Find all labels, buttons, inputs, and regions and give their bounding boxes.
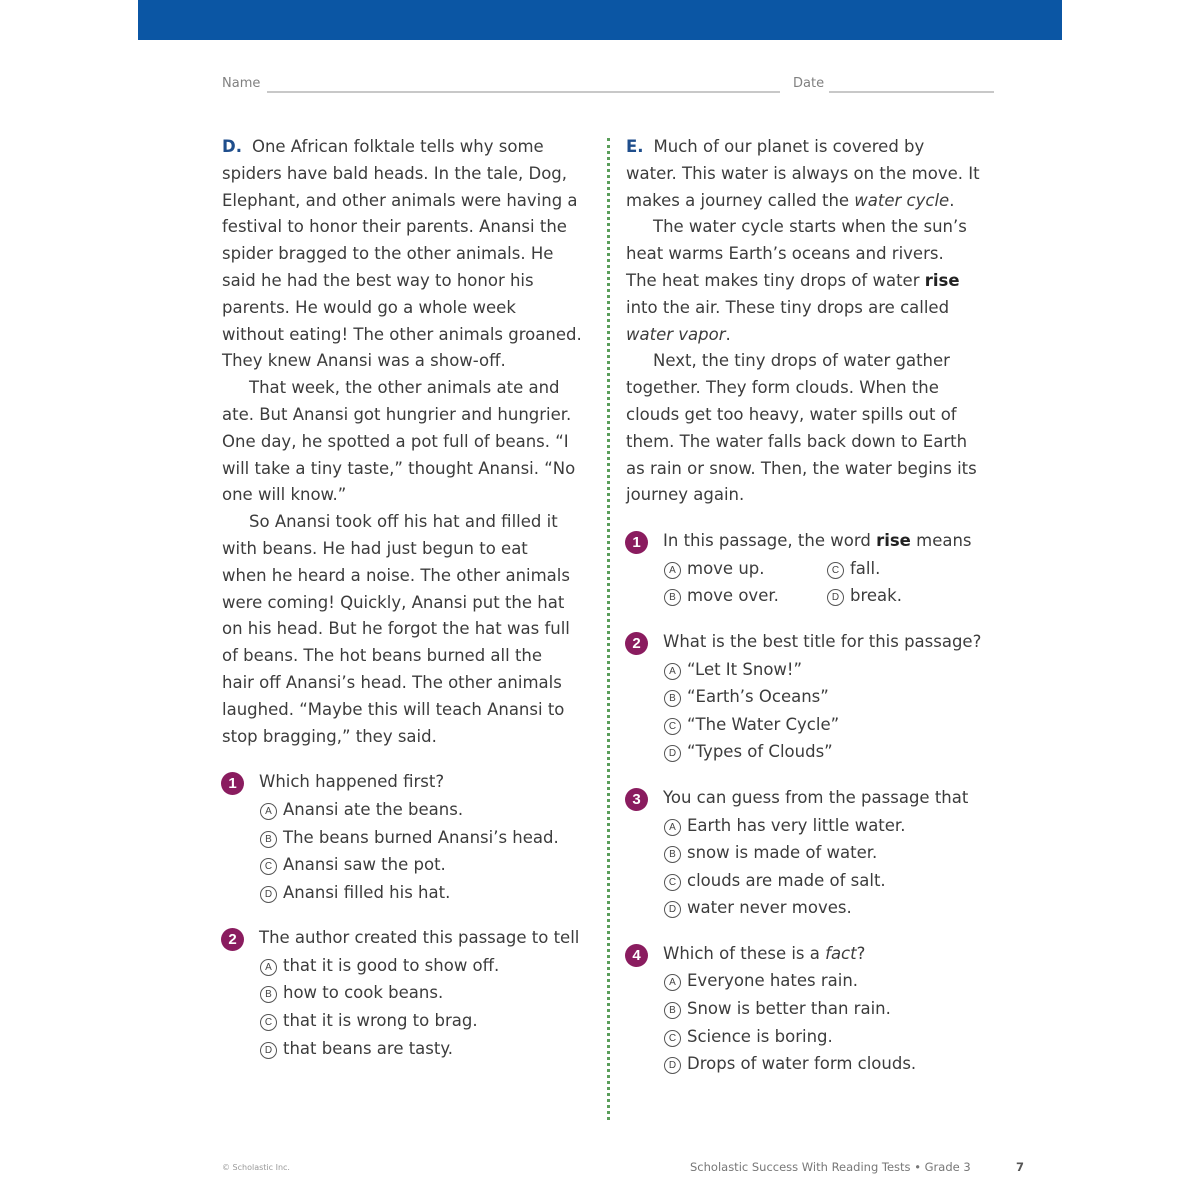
answer-text: Everyone hates rain. [687, 971, 859, 991]
answer-text: break. [850, 586, 902, 606]
passage-e-paragraph-1 [626, 134, 996, 214]
text-line: hair off Anansi’s head. The other animals [222, 672, 562, 692]
answer-bubble[interactable]: B [664, 1002, 681, 1019]
text-line: were coming! Quickly, Anansi put the hat [222, 592, 565, 612]
text-line: Elephant, and other animals were having a [222, 190, 578, 210]
text-line [626, 322, 996, 349]
answer-text: fall. [850, 558, 881, 578]
question-stem: You can guess from the passage that [663, 787, 969, 807]
answer-bubble[interactable]: C [664, 874, 681, 891]
answer-text: move up. [687, 558, 765, 578]
bold-term: rise [924, 270, 960, 290]
text-line: parents. He would go a whole week [222, 297, 516, 317]
answer-option-d[interactable] [222, 879, 592, 907]
text-line: laughed. “Maybe this will teach Anansi to [222, 699, 565, 719]
answer-text: snow is made of water. [687, 843, 878, 863]
answer-text: “Let It Snow!” [687, 659, 803, 679]
text-line: spider bragged to the other animals. He [222, 244, 554, 264]
question-stem: The author created this passage to tell [259, 928, 580, 948]
question-stem: Which happened first? [259, 772, 445, 792]
answer-text: “Types of Clouds” [687, 742, 833, 762]
passage-e-paragraph-3 [626, 348, 996, 509]
answer-text: that beans are tasty. [283, 1038, 454, 1058]
text-line: on his head. But he forgot the hat was full [222, 619, 570, 639]
text-line: They knew Anansi was a show-off. [222, 351, 506, 371]
answer-row [626, 555, 996, 583]
answer-option-c[interactable] [827, 555, 990, 583]
passage-d-column [222, 134, 592, 1062]
answer-option-b[interactable] [664, 582, 827, 610]
question-stem: What is the best title for this passage? [663, 631, 982, 651]
question-stem [626, 527, 996, 555]
answer-option-d[interactable] [626, 1050, 996, 1078]
text-fragment: Which of these is a [663, 943, 826, 963]
answer-text: “The Water Cycle” [687, 714, 840, 734]
answer-bubble[interactable]: C [260, 858, 277, 875]
answer-option-c[interactable] [222, 851, 592, 879]
answer-option-d[interactable] [827, 582, 990, 610]
passage-letter: D. [222, 137, 242, 156]
answer-option-b[interactable] [222, 979, 592, 1007]
question-d1 [222, 768, 592, 906]
answer-bubble[interactable]: B [664, 589, 681, 606]
text-line: ate. But Anansi got hungrier and hungrier. [222, 404, 572, 424]
text-line: said he had the best way to honor his [222, 270, 534, 290]
text-line: journey again. [626, 485, 745, 505]
text-line: as rain or snow. Then, the water begins its [626, 458, 977, 478]
answer-text: Drops of water form clouds. [687, 1054, 917, 1074]
answer-option-c[interactable] [626, 867, 996, 895]
answer-bubble[interactable]: D [664, 901, 681, 918]
answer-text: clouds are made of salt. [687, 870, 886, 890]
answer-bubble[interactable]: C [827, 562, 844, 579]
answer-bubble[interactable]: B [664, 690, 681, 707]
answer-bubble[interactable]: A [664, 974, 681, 991]
answer-option-a[interactable] [222, 796, 592, 824]
answer-row [626, 582, 996, 610]
question-number-badge: 2 [625, 632, 648, 655]
question-d2 [222, 924, 592, 1062]
question-e2 [626, 628, 996, 766]
passage-d-paragraph-1 [222, 134, 592, 375]
answer-text: Anansi filled his hat. [283, 882, 451, 902]
question-number-badge: 4 [625, 944, 648, 967]
text-line: of beans. The hot beans burned all the [222, 646, 543, 666]
answer-bubble[interactable]: C [664, 1030, 681, 1047]
text-line: So Anansi took off his hat and filled it [249, 512, 558, 532]
question-number-badge: 3 [625, 788, 648, 811]
text-line: clouds get too heavy, water spills out of [626, 404, 957, 424]
answer-bubble[interactable]: D [827, 589, 844, 606]
page-number: 7 [1016, 1160, 1025, 1174]
answer-text: Anansi ate the beans. [283, 799, 464, 819]
text-line: spiders have bald heads. In the tale, Dog, [222, 163, 568, 183]
answer-option-a[interactable] [664, 555, 827, 583]
italic-term: water cycle [854, 190, 950, 210]
text-line: stop bragging,” they said. [222, 726, 437, 746]
text-line: festival to honor their parents. Anansi the [222, 217, 567, 237]
question-e3 [626, 784, 996, 922]
answer-option-b[interactable] [626, 995, 996, 1023]
text-fragment: ? [856, 943, 866, 963]
text-line: water. This water is always on the move. It [626, 163, 980, 183]
date-line [829, 91, 994, 93]
answer-bubble[interactable]: D [260, 1042, 277, 1059]
answer-text: water never moves. [687, 898, 852, 918]
italic-term: water vapor [626, 324, 726, 344]
passage-d-paragraph-2 [222, 375, 592, 509]
question-number-badge: 2 [221, 928, 244, 951]
text-fragment: The heat makes tiny drops of water [626, 270, 925, 290]
answer-bubble[interactable]: B [260, 831, 277, 848]
text-line: without eating! The other animals groaned. [222, 324, 582, 344]
answer-text: move over. [687, 586, 779, 606]
answer-option-a[interactable] [626, 656, 996, 684]
answer-bubble[interactable]: D [664, 745, 681, 762]
answer-option-c[interactable] [626, 1023, 996, 1051]
text-line: One day, he spotted a pot full of beans. “I [222, 431, 569, 451]
answer-option-d[interactable] [626, 738, 996, 766]
question-number-badge: 1 [221, 772, 244, 795]
answer-option-b[interactable] [626, 683, 996, 711]
question-number-badge: 1 [625, 531, 648, 554]
answer-bubble[interactable]: D [664, 1057, 681, 1074]
answer-bubble[interactable]: A [664, 562, 681, 579]
question-stem [626, 940, 996, 968]
question-e4 [626, 940, 996, 1078]
answer-text: Science is boring. [687, 1026, 833, 1046]
header-bar-fill [138, 0, 1062, 40]
answer-text: Snow is better than rain. [687, 999, 891, 1019]
answer-text: Anansi saw the pot. [283, 855, 446, 875]
passage-letter: E. [626, 137, 644, 156]
column-divider [607, 138, 610, 1120]
copyright-notice: © Scholastic Inc. [222, 1163, 290, 1172]
text-line: That week, the other animals ate and [249, 378, 560, 398]
text-line: them. The water falls back down to Earth [626, 431, 968, 451]
text-line [626, 268, 996, 295]
answer-bubble[interactable]: A [260, 803, 277, 820]
text-line: will take a tiny taste,” thought Anansi. “No [222, 458, 576, 478]
text-fragment: means [910, 531, 972, 551]
text-line: The water cycle starts when the sun’s [653, 217, 967, 237]
answer-text: Earth has very little water. [687, 815, 906, 835]
text-fragment: makes a journey called the [626, 190, 855, 210]
answer-option-c[interactable] [626, 711, 996, 739]
text-line [222, 134, 592, 161]
text-line: together. They form clouds. When the [626, 378, 939, 398]
passage-e-paragraph-2 [626, 214, 996, 348]
header-bar [138, 0, 1062, 40]
passage-d-paragraph-3 [222, 509, 592, 750]
text-line: heat warms Earth’s oceans and rivers. [626, 244, 944, 264]
answer-text: The beans burned Anansi’s head. [283, 827, 559, 847]
answer-bubble[interactable]: B [260, 986, 277, 1003]
answer-option-b[interactable] [222, 824, 592, 852]
name-label: Name [222, 76, 261, 91]
text-fragment: In this passage, the word [663, 531, 877, 551]
answer-bubble[interactable]: A [664, 819, 681, 836]
answer-bubble[interactable]: C [260, 1014, 277, 1031]
answer-bubble[interactable]: C [664, 718, 681, 735]
text-line: with beans. He had just begun to eat [222, 538, 528, 558]
text-fragment: . [949, 190, 955, 210]
answer-bubble[interactable]: D [260, 886, 277, 903]
answer-option-b[interactable] [626, 839, 996, 867]
italic-term: fact [825, 943, 857, 963]
answer-text: “Earth’s Oceans” [687, 687, 829, 707]
answer-text: how to cook beans. [283, 983, 444, 1003]
text-fragment: . [725, 324, 731, 344]
book-title-footer: Scholastic Success With Reading Tests • Grade 3 [690, 1160, 971, 1174]
answer-bubble[interactable]: A [664, 663, 681, 680]
text-line: one will know.” [222, 485, 347, 505]
text-line: when he heard a noise. The other animals [222, 565, 570, 585]
text-line [626, 188, 996, 215]
date-label: Date [793, 76, 825, 91]
answer-bubble[interactable]: A [260, 959, 277, 976]
bold-term: rise [876, 531, 911, 551]
text-fragment: Much of our planet is covered by [653, 137, 925, 156]
name-line [267, 91, 780, 93]
text-line: into the air. These tiny drops are called [626, 297, 950, 317]
question-e1 [626, 527, 996, 610]
answer-bubble[interactable]: B [664, 846, 681, 863]
answer-option-d[interactable] [626, 894, 996, 922]
answer-text: that it is good to show off. [283, 955, 500, 975]
text-fragment: One African folktale tells why some [251, 137, 544, 156]
answer-option-a[interactable] [626, 812, 996, 840]
text-line: Next, the tiny drops of water gather [653, 351, 950, 371]
answer-text: that it is wrong to brag. [283, 1011, 478, 1031]
answer-option-c[interactable] [222, 1007, 592, 1035]
text-line [626, 134, 996, 161]
answer-option-a[interactable] [626, 967, 996, 995]
answer-option-d[interactable] [222, 1035, 592, 1063]
passage-e-column [626, 134, 996, 1078]
answer-option-a[interactable] [222, 952, 592, 980]
